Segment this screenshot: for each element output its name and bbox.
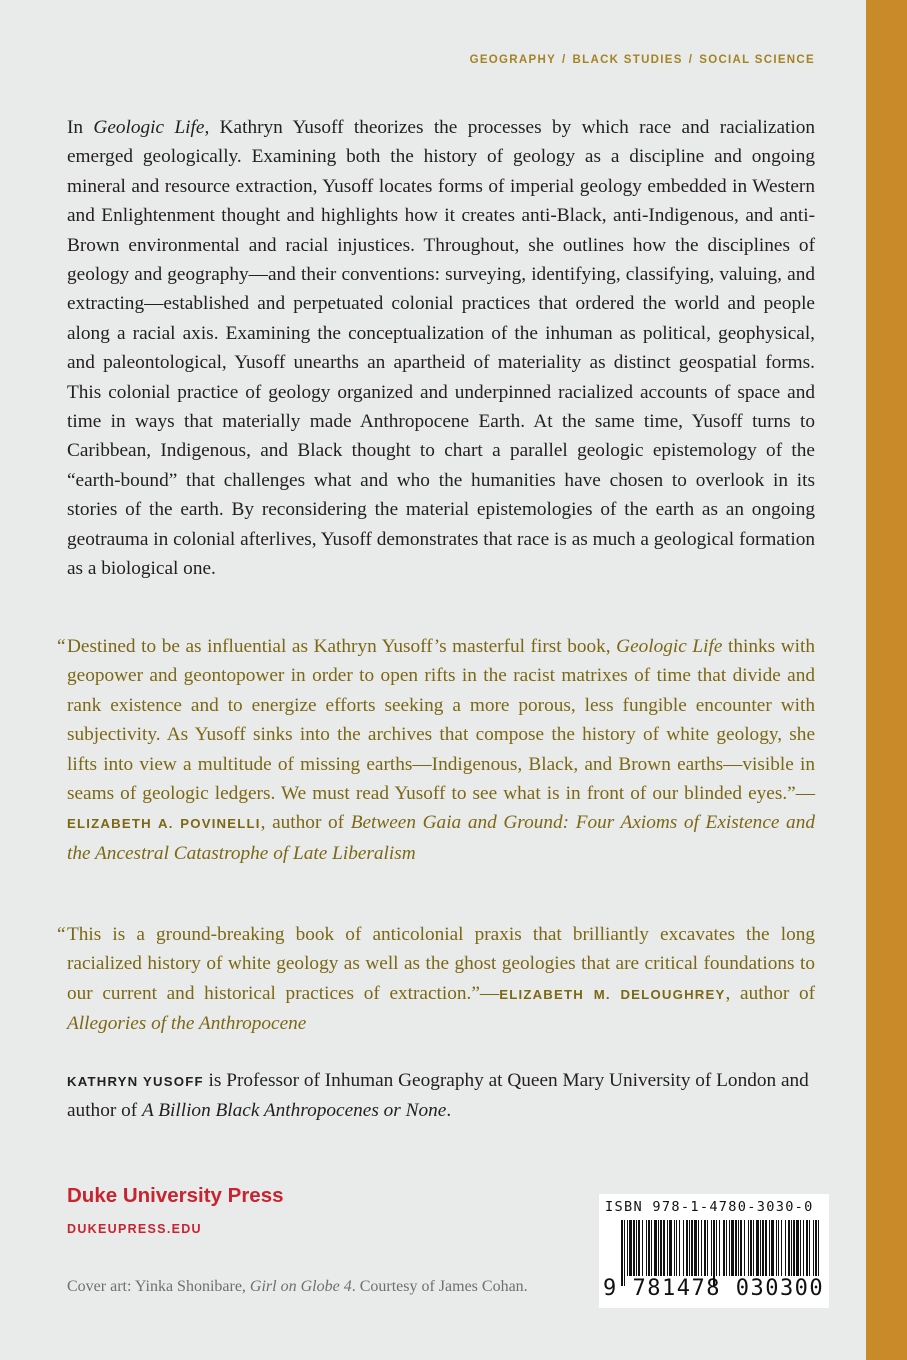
barcode-bar: [769, 1220, 770, 1276]
barcode-bar: [636, 1220, 637, 1276]
author-bio-text: is Professor of Inhuman Geography at Queen Mary University of London and author of: [67, 1070, 809, 1122]
barcode-bar: [633, 1220, 635, 1276]
description-intro: In: [67, 117, 94, 138]
barcode-bar: [674, 1220, 675, 1276]
author-name: KATHRYN YUSOFF: [67, 1074, 204, 1089]
barcode-bar: [711, 1220, 712, 1276]
barcode-bar: [698, 1220, 699, 1276]
quote1-text-a: Destined to be as influential as Kathryn Yusoff’s masterful first book,: [67, 636, 617, 657]
quote2-text: This is a ground-breaking book of anticolonial praxis that brilliantly excavates the long racialized history of white geology as well as the ghost geologies that are critical foundations to our current and historical practices of extraction.”—: [67, 924, 815, 1004]
barcode-bar: [762, 1220, 764, 1276]
author-other-work: A Billion Black Anthropocenes or None: [141, 1100, 447, 1122]
barcode-bar: [660, 1220, 662, 1276]
quote1-text-b: thinks with geopower and geontopower in order to open rifts in the racist matrixes of time that divide and rank existence and to energize efforts seeking a more porous, less fungible encounter with subjectivity. As Yusoff sinks into the archives that compose the history of white geology, she lifts into view a multitude of missing earths—Indigenous, Black, and Brown earths—visible in seams of geologic ledgers. We must read Yusoff to see what is in front of our blinded eyes.”—: [67, 636, 815, 805]
barcode-bar: [669, 1220, 672, 1276]
barcode-bar: [646, 1220, 647, 1276]
barcode-bar: [791, 1220, 792, 1276]
quote2-attribution-prefix: , author of: [725, 982, 816, 1004]
barcode-bar: [788, 1220, 790, 1276]
barcode-bar: [686, 1220, 688, 1276]
barcode-bar: [748, 1220, 749, 1276]
barcode-bar: [731, 1220, 734, 1276]
publisher-url[interactable]: DUKEUPRESS.EDU: [67, 1222, 202, 1236]
barcode-bar: [676, 1220, 677, 1276]
barcode-bar: [818, 1220, 819, 1276]
barcode-bar: [771, 1220, 774, 1276]
quote1-attribution-name: ELIZABETH A. POVINELLI: [67, 816, 261, 832]
barcode-bar: [793, 1220, 795, 1276]
barcode-bar: [729, 1220, 730, 1276]
barcode-bar: [815, 1220, 817, 1276]
barcode-bar: [654, 1220, 657, 1276]
barcode-bar: [809, 1220, 810, 1276]
description-book-title: Geologic Life: [93, 117, 205, 138]
quote2-attribution-name: ELIZABETH M. DELOUGHREY: [499, 986, 726, 1002]
endorsement-quote-1: [57, 632, 815, 868]
author-bio-end: .: [446, 1100, 452, 1122]
barcode-bar: [756, 1220, 759, 1276]
barcode-bar: [803, 1220, 804, 1276]
credit-prefix: Cover art: Yinka Shonibare,: [67, 1278, 250, 1295]
barcode-bar: [719, 1220, 720, 1276]
isbn-label: ISBN 978-1-4780-3030-0: [605, 1199, 814, 1215]
barcode-digits: 9 781478 030300: [603, 1276, 825, 1301]
barcode-bar: [744, 1220, 745, 1276]
barcode-bar: [679, 1220, 680, 1276]
barcode-bar: [785, 1220, 786, 1276]
barcode-bar: [707, 1220, 708, 1276]
quote-open-mark: “: [57, 924, 66, 945]
author-bio: [67, 1066, 815, 1126]
barcode-bar: [738, 1220, 739, 1276]
category-separator: /: [562, 54, 567, 66]
barcode-bar: [642, 1220, 643, 1276]
barcode-bar: [781, 1220, 782, 1276]
barcode-bar: [663, 1220, 665, 1276]
publisher-name: Duke University Press: [67, 1184, 284, 1207]
barcode-bar: [735, 1220, 737, 1276]
credit-artwork-title: Girl on Globe 4: [249, 1278, 352, 1295]
barcode-bar: [760, 1220, 761, 1276]
credit-suffix: . Courtesy of James Cohan.: [351, 1278, 528, 1295]
quote1-book-title: Geologic Life: [616, 636, 723, 657]
barcode-bar: [796, 1220, 799, 1276]
barcode-bar: [651, 1220, 652, 1276]
barcode-bar: [765, 1220, 767, 1276]
barcode-bar: [740, 1220, 742, 1276]
barcode-bar: [750, 1220, 752, 1276]
barcode-bar: [726, 1220, 727, 1276]
barcode-bar: [704, 1220, 706, 1276]
quote1-attribution-work: Between Gaia and Ground: Four Axioms of Existence and the Ancestral Catastrophe of Late Liberalism: [67, 812, 815, 864]
barcode-bar: [806, 1220, 808, 1276]
barcode-bar: [778, 1220, 779, 1276]
quote-open-mark: “: [57, 636, 66, 657]
cover-art-credit: [67, 1278, 528, 1296]
barcode-bar: [701, 1220, 702, 1276]
barcode-bar: [694, 1220, 697, 1276]
barcode-bar: [629, 1220, 632, 1276]
endorsement-quote-2: [57, 920, 816, 1039]
barcode-bar: [667, 1220, 668, 1276]
barcode-bar: [800, 1220, 801, 1276]
quote2-attribution-work: Allegories of the Anthropocene: [67, 1013, 307, 1035]
category-separator: /: [688, 54, 694, 66]
subject-categories: [470, 54, 815, 66]
barcode-bar: [638, 1220, 640, 1276]
barcode-bar: [627, 1220, 628, 1276]
barcode-bar: [658, 1220, 659, 1276]
description-body: , Kathryn Yusoff theorizes the processes by which race and racialization emerged geologically. Examining both the history of geology as a discipline and ongoing mineral and resource extraction, Yusoff locates forms of imperial geology embedded in Western and Enlightenment thought and highlights how it creates anti-Black, anti-Indigenous, and anti-Brown environmental and racial injustices. Throughout, she outlines how the disciplines of geology and geography—and their conventions: surveying, identifying, classifying, valuing, and extracting—established and perpetuated colonial practices that ordered the world and people along a racial axis. Examining the conceptualization of the inhuman as political, geophysical, and paleontological, Yusoff unearths an apartheid of materiality as distinct geospatial forms. This colonial practice of geology organized and underpinned racialized accounts of space and time in ways that materially made Anthropocene Earth. At the same time, Yusoff turns to Caribbean, Indigenous, and Black thought to chart a parallel geologic epistemology of the “earth-bound” that challenges what and who the humanities have chosen to overlook in its stories of the earth. By reconsidering the material epistemologies of the earth as an ongoing geotrauma in colonial afterlives, Yusoff demonstrates that race is as much a geological formation as a biological one.: [67, 117, 815, 580]
barcode-bar: [723, 1220, 725, 1276]
isbn-barcode: [599, 1194, 829, 1308]
quote1-attribution-prefix: , author of: [260, 812, 351, 834]
barcode-bar: [813, 1220, 814, 1276]
spine-color-strip: [866, 0, 907, 1360]
category-social-science: SOCIAL SCIENCE: [699, 54, 815, 66]
barcode-bar: [691, 1220, 693, 1276]
barcode-bar: [776, 1220, 777, 1276]
barcode-bar: [689, 1220, 690, 1276]
barcode-bar: [683, 1220, 684, 1276]
barcode-bar: [753, 1220, 754, 1276]
book-description: [67, 113, 815, 584]
barcode-bar: [716, 1220, 717, 1276]
category-geography: GEOGRAPHY: [469, 54, 557, 66]
category-black-studies: BLACK STUDIES: [572, 54, 683, 66]
barcode-bar: [648, 1220, 650, 1276]
